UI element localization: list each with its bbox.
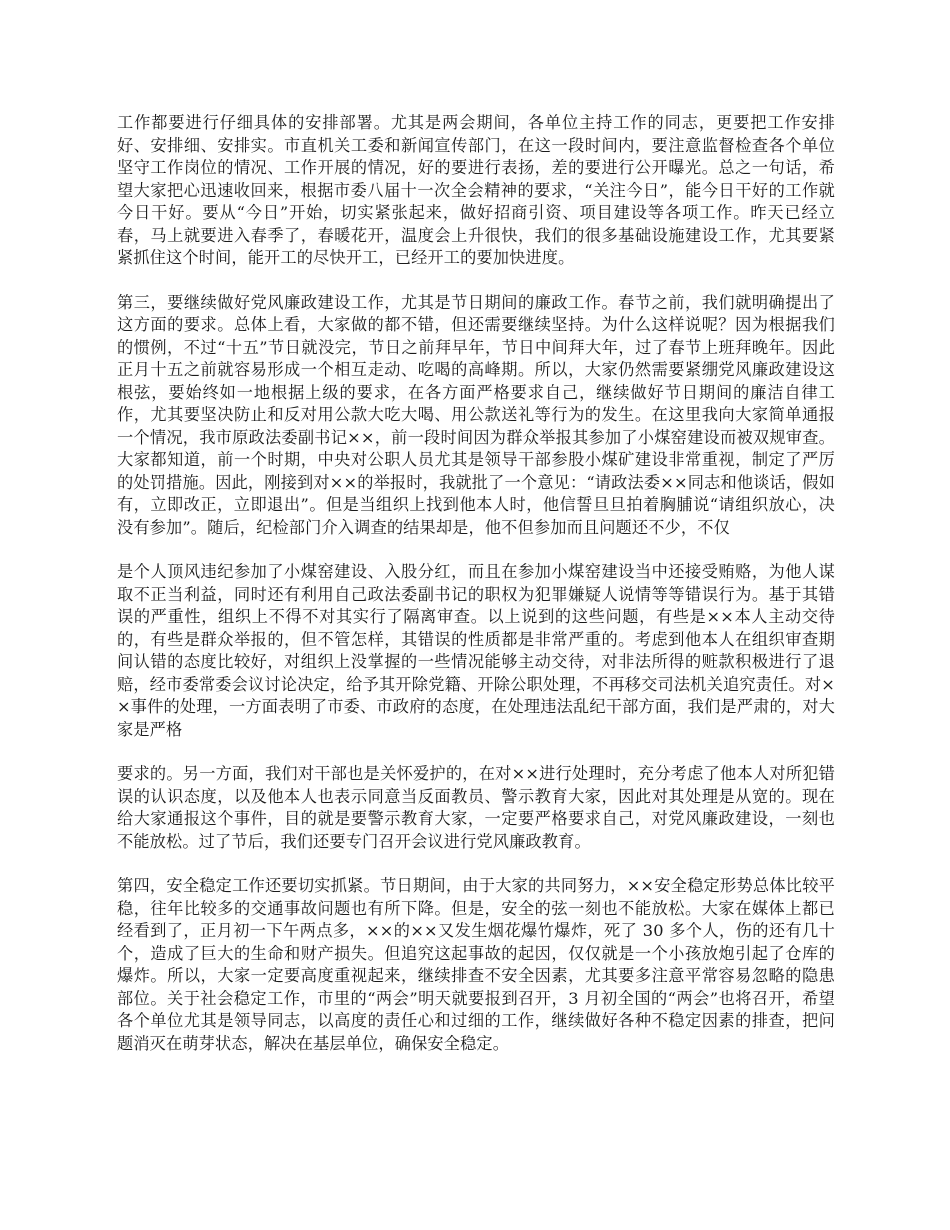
paragraph-case-conclusion: 要求的。另一方面，我们对干部也是关怀爱护的，在对××进行处理时，充分考虑了他本人对所犯错误的认识态度，以及他本人也表示同意当反面教员、警示教育大家，因此对其处理是从宽的。现在给大家通报这个事件，目的就是要警示教育大家，一定要严格要求自己，对党风廉政建设，一刻也不能放松。过了节后，我们还要专门召开会议进行党风廉政教育。 bbox=[117, 764, 835, 851]
paragraph-work-arrangement: 工作都要进行仔细具体的安排部署。尤其是两会期间，各单位主持工作的同志，更要把工作安排好、安排细、安排实。市直机关工委和新闻宣传部门，在这一段时间内，要注意监督检查各个单位坚守工作岗位的情况、工作开展的情况，好的要进行表扬，差的要进行公开曝光。总之一句话，希望大家把心迅速收回来，根据市委八届十一次全会精神的要求，“关注今日”，能今日干好的工作就今日干好。要从“今日”开始，切实紧张起来，做好招商引资、项目建设等各项工作。昨天已经立春，马上就要进入春季了，春暖花开，温度会上升很快，我们的很多基础设施建设工作，尤其要紧紧抓住这个时间，能开工的尽快开工，已经开工的要加快进度。 bbox=[117, 113, 835, 267]
paragraph-safety-stability: 第四，安全稳定工作还要切实抓紧。节日期间，由于大家的共同努力，××安全稳定形势总体比较平稳，往年比较多的交通事故问题也有所下降。但是，安全的弦一刻也不能放松。大家在媒体上都已经看到了，正月初一下午两点多，××的××又发生烟花爆竹爆炸，死了 30 多个人，伤的还有几十个，造成了巨大的生命和财产损失。但追究这起事故的起因，仅仅就是一个小孩放炮引起了仓库的爆炸。所以，大家一定要高度重视起来，继续排查不安全因素，尤其要多注意平常容易忽略的隐患部位。关于社会稳定工作，市里的“两会”明天就要报到召开，3 月初全国的“两会”也将召开，希望各个单位尤其是领导同志，以高度的责任心和过细的工作，继续做好各种不稳定因素的排查，把问题消灭在萌芽状态，解决在基层单位，确保安全稳定。 bbox=[117, 876, 835, 1053]
document-body bbox=[117, 112, 835, 1077]
paragraph-integrity-work: 第三，要继续做好党风廉政建设工作，尤其是节日期间的廉政工作。春节之前，我们就明确提出了这方面的要求。总体上看，大家做的都不错，但还需要继续坚持。为什么这样说呢？因为根据我们的惯例，不过“十五”节日就没完，节日之前拜早年，节日中间拜大年，过了春节上班拜晚年。因此正月十五之前就容易形成一个相互走动、吃喝的高峰期。所以，大家仍然需要紧绷党风廉政建设这根弦，要始终如一地根据上级的要求，在各方面严格要求自己，继续做好节日期间的廉洁自律工作，尤其要坚决防止和反对用公款大吃大喝、用公款送礼等行为的发生。在这里我向大家简单通报一个情况，我市原政法委副书记××，前一段时间因为群众举报其参加了小煤窑建设而被双规审查。大家都知道，前一个时期，中央对公职人员尤其是领导干部参股小煤矿建设非常重视，制定了严厉的处罚措施。因此，刚接到对××的举报时，我就批了一个意见：“请政法委××同志和他谈话，假如有，立即改正，立即退出”。但是当组织上找到他本人时，他信誓旦旦拍着胸脯说“请组织放心，决没有参加”。随后，纪检部门介入调查的结果却是，他不但参加而且问题还不少，不仅 bbox=[117, 292, 835, 537]
paragraph-case-details: 是个人顶风违纪参加了小煤窑建设、入股分红，而且在参加小煤窑建设当中还接受贿赂，为他人谋取不正当利益，同时还有利用自己政法委副书记的职权为犯罪嫌疑人说情等等错误行为。基于其错误的严重性，组织上不得不对其实行了隔离审查。以上说到的这些问题，有些是××本人主动交待的，有些是群众举报的，但不管怎样，其错误的性质都是非常严重的。考虑到他本人在组织审查期间认错的态度比较好，对组织上没掌握的一些情况能够主动交待，对非法所得的赃款积极进行了退赔，经市委常委会议讨论决定，给予其开除党籍、开除公职处理，不再移交司法机关追究责任。对××事件的处理，一方面表明了市委、市政府的态度，在处理违法乱纪干部方面，我们是严肃的，对大家是严格 bbox=[117, 562, 835, 739]
